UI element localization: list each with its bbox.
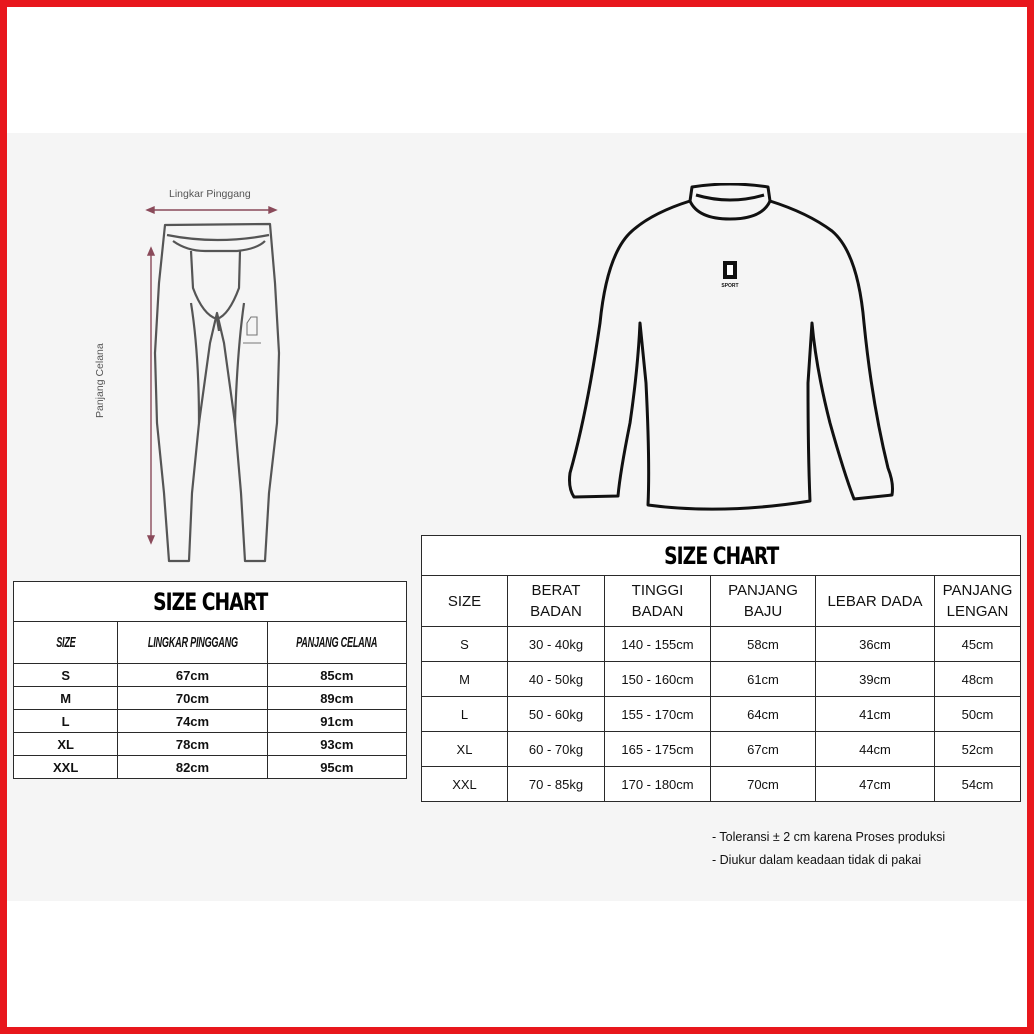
shirt-cell-size: S bbox=[422, 627, 508, 662]
shirt-cell-sleeve-length: 48cm bbox=[935, 662, 1021, 697]
waist-label: Lingkar Pinggang bbox=[169, 188, 251, 200]
shirt-cell-chest-width: 47cm bbox=[816, 767, 935, 802]
pants-logo-icon bbox=[243, 317, 261, 343]
pants-cell-waist: 74cm bbox=[118, 710, 267, 733]
length-label: Panjang Celana bbox=[94, 343, 106, 418]
shirt-header-chest-width: LEBAR DADA bbox=[816, 576, 935, 627]
pants-cell-waist: 67cm bbox=[118, 664, 267, 687]
pants-header-size: SIZE bbox=[55, 634, 76, 651]
shirt-cell-weight: 40 - 50kg bbox=[508, 662, 605, 697]
note-measured: - Diukur dalam keadaan tidak di pakai bbox=[712, 853, 922, 867]
shirt-cell-sleeve-length: 54cm bbox=[935, 767, 1021, 802]
shirt-cell-weight: 30 - 40kg bbox=[508, 627, 605, 662]
shirt-cell-height: 155 - 170cm bbox=[605, 697, 711, 732]
pants-table-body bbox=[14, 664, 407, 779]
shirt-table-title-cell bbox=[422, 536, 1021, 576]
shirt-table-row bbox=[422, 627, 1021, 662]
shirt-cell-size: XL bbox=[422, 732, 508, 767]
pants-table-row bbox=[14, 664, 407, 687]
shirt-table-header-row bbox=[422, 576, 1021, 627]
shirt-header-size: SIZE bbox=[422, 576, 508, 627]
shirt-cell-height: 140 - 155cm bbox=[605, 627, 711, 662]
pants-table-header-row bbox=[14, 622, 407, 664]
shirt-cell-weight: 70 - 85kg bbox=[508, 767, 605, 802]
shirt-cell-chest-width: 39cm bbox=[816, 662, 935, 697]
pants-header-waist: LINGKAR PINGGANG bbox=[147, 634, 238, 651]
shirt-cell-weight: 60 - 70kg bbox=[508, 732, 605, 767]
shirt-cell-sleeve-length: 50cm bbox=[935, 697, 1021, 732]
pants-cell-length: 89cm bbox=[267, 687, 406, 710]
shirt-cell-size: XXL bbox=[422, 767, 508, 802]
shirt-cell-height: 150 - 160cm bbox=[605, 662, 711, 697]
shirt-cell-size: M bbox=[422, 662, 508, 697]
shirt-table-row bbox=[422, 732, 1021, 767]
shirt-table-row bbox=[422, 697, 1021, 732]
shirt-cell-shirt-length: 58cm bbox=[711, 627, 816, 662]
pants-cell-waist: 78cm bbox=[118, 733, 267, 756]
pants-cell-length: 93cm bbox=[267, 733, 406, 756]
chest-logo-text: SPORT bbox=[721, 283, 739, 289]
chest-logo-icon bbox=[721, 261, 738, 289]
pants-cell-size: XXL bbox=[14, 756, 118, 779]
pants-table-row bbox=[14, 710, 407, 733]
pants-cell-length: 85cm bbox=[267, 664, 406, 687]
pants-cell-length: 91cm bbox=[267, 710, 406, 733]
shirt-cell-chest-width: 44cm bbox=[816, 732, 935, 767]
size-chart-panel bbox=[7, 133, 1027, 901]
pants-table-row bbox=[14, 733, 407, 756]
shirt-cell-shirt-length: 61cm bbox=[711, 662, 816, 697]
shirt-cell-height: 170 - 180cm bbox=[605, 767, 711, 802]
shirt-illustration bbox=[562, 183, 902, 523]
pants-table-title-cell bbox=[14, 582, 407, 622]
shirt-table-body bbox=[422, 627, 1021, 802]
pants-size-table bbox=[13, 581, 407, 779]
pants-cell-length: 95cm bbox=[267, 756, 406, 779]
pants-cell-size: XL bbox=[14, 733, 118, 756]
pants-table-row bbox=[14, 687, 407, 710]
shirt-cell-shirt-length: 70cm bbox=[711, 767, 816, 802]
shirt-header-shirt-length: PANJANG BAJU bbox=[711, 576, 816, 627]
shirt-cell-shirt-length: 64cm bbox=[711, 697, 816, 732]
pants-table-row bbox=[14, 756, 407, 779]
shirt-outline bbox=[570, 184, 893, 509]
shirt-cell-chest-width: 41cm bbox=[816, 697, 935, 732]
shirt-cell-shirt-length: 67cm bbox=[711, 732, 816, 767]
pants-header-length: PANJANG CELANA bbox=[296, 634, 378, 651]
shirt-cell-sleeve-length: 45cm bbox=[935, 627, 1021, 662]
note-tolerance: - Toleransi ± 2 cm karena Proses produksi bbox=[712, 830, 946, 844]
shirt-header-height: TINGGI BADAN bbox=[605, 576, 711, 627]
shirt-size-table bbox=[421, 535, 1021, 802]
shirt-table-row bbox=[422, 767, 1021, 802]
pants-illustration bbox=[107, 193, 287, 573]
shirt-header-sleeve-length: PANJANG LENGAN bbox=[935, 576, 1021, 627]
pants-cell-waist: 82cm bbox=[118, 756, 267, 779]
shirt-cell-sleeve-length: 52cm bbox=[935, 732, 1021, 767]
waist-dimension-arrow bbox=[147, 207, 276, 213]
pants-table-title: SIZE CHART bbox=[152, 587, 268, 616]
shirt-table-title: SIZE CHART bbox=[663, 541, 779, 570]
shirt-cell-height: 165 - 175cm bbox=[605, 732, 711, 767]
shirt-cell-weight: 50 - 60kg bbox=[508, 697, 605, 732]
pants-cell-size: M bbox=[14, 687, 118, 710]
pants-cell-waist: 70cm bbox=[118, 687, 267, 710]
pants-cell-size: S bbox=[14, 664, 118, 687]
shirt-header-weight: BERAT BADAN bbox=[508, 576, 605, 627]
length-dimension-arrow bbox=[148, 248, 154, 543]
shirt-cell-chest-width: 36cm bbox=[816, 627, 935, 662]
pants-cell-size: L bbox=[14, 710, 118, 733]
shirt-cell-size: L bbox=[422, 697, 508, 732]
shirt-table-row bbox=[422, 662, 1021, 697]
pants-outline bbox=[155, 224, 279, 561]
